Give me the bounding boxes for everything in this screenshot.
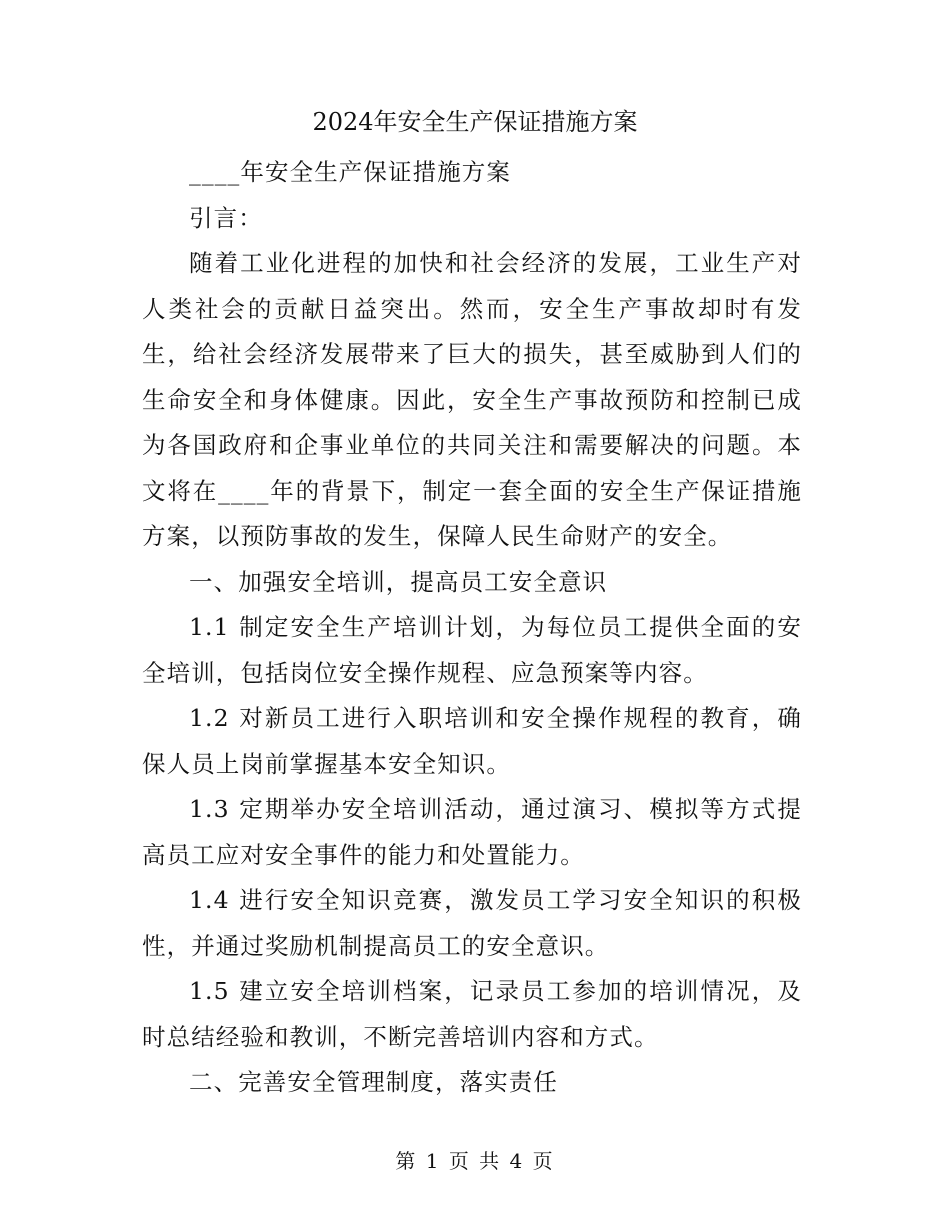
item-1-5: 1.5 建立安全培训档案，记录员工参加的培训情况，及时总结经验和教训，不断完善培训内容和方式。 <box>142 977 802 1051</box>
item-1-3: 1.3 定期举办安全培训活动，通过演习、模拟等方式提高员工应对安全事件的能力和处置能力。 <box>142 795 802 869</box>
intro-paragraph: 随着工业化进程的加快和社会经济的发展，工业生产对人类社会的贡献日益突出。然而，安全生产事故却时有发生，给社会经济发展带来了巨大的损失，甚至威胁到人们的生命安全和身体健康。因此，安全生产事故预防和控制已成为各国政府和企事业单位的共同关注和需要解决的问题。本文将在____年的背景下，制定一套全面的安全生产保证措施方案，以预防事故的发生，保障人民生命财产的安全。 <box>142 249 802 550</box>
item-1-4: 1.4 进行安全知识竞赛，激发员工学习安全知识的积极性，并通过奖励机制提高员工的安全意识。 <box>142 886 802 960</box>
subtitle-line: ____年安全生产保证措施方案 <box>189 158 511 186</box>
intro-heading: 引言： <box>189 203 263 232</box>
document-body <box>142 150 802 1106</box>
section-heading-2: 二、完善安全管理制度，落实责任 <box>189 1068 558 1096</box>
section-heading-1: 一、加强安全培训，提高员工安全意识 <box>189 567 608 596</box>
item-1-1: 1.1 制定安全生产培训计划，为每位员工提供全面的安全培训，包括岗位安全操作规程、应急预案等内容。 <box>142 613 802 687</box>
item-1-2: 1.2 对新员工进行入职培训和安全操作规程的教育，确保人员上岗前掌握基本安全知识。 <box>142 704 802 778</box>
page-footer: 第 1 页 共 4 页 <box>395 1149 555 1173</box>
document-title: 2024年安全生产保证措施方案 <box>312 108 638 136</box>
